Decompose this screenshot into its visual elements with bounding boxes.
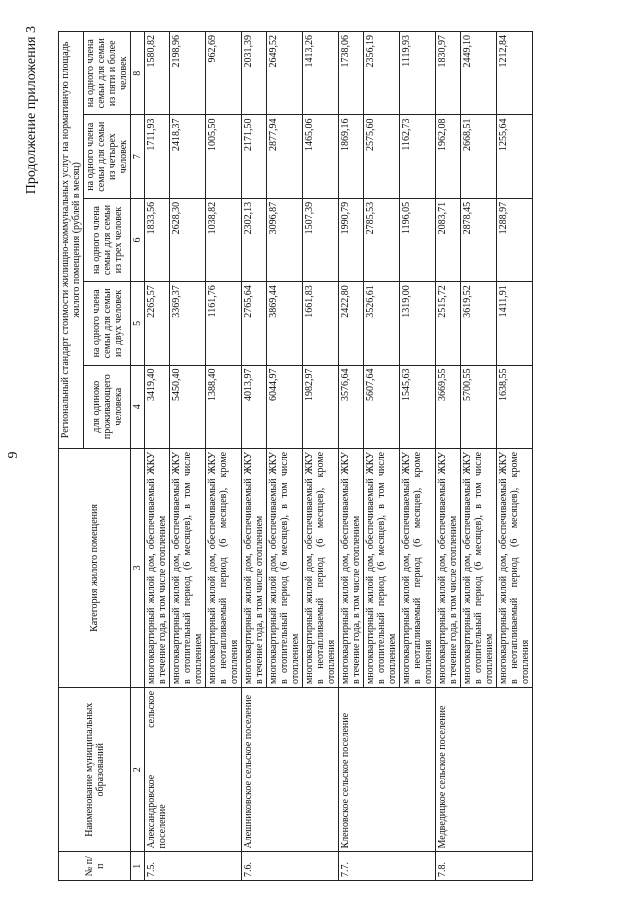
- header-col5: на одного члена семьи для семьи из двух человек: [84, 282, 131, 365]
- value-cell: 2171,50: [242, 115, 267, 198]
- value-cell: 2878,45: [461, 198, 497, 281]
- standards-table: [58, 31, 533, 881]
- category-cell: многоквартирный жилой дом, обеспечиваемый ЖКУ в течение года, в том числе отоплением: [242, 448, 267, 687]
- value-cell: 2628,30: [170, 198, 206, 281]
- value-cell: 1661,83: [303, 282, 339, 365]
- value-cell: 1038,82: [206, 198, 242, 281]
- value-cell: 1711,93: [145, 115, 170, 198]
- header-col7: на одного члена семьи для семьи из четырех человек: [84, 115, 131, 198]
- value-cell: 1738,06: [339, 32, 364, 116]
- value-cell: 1005,50: [206, 115, 242, 198]
- table-row: [339, 32, 364, 881]
- value-cell: 5700,55: [461, 365, 497, 448]
- value-cell: 2083,71: [436, 198, 461, 281]
- value-cell: 2785,53: [364, 198, 400, 281]
- municipality-name: Александровское сельское поселение: [145, 687, 242, 852]
- value-cell: 2418,37: [170, 115, 206, 198]
- value-cell: 5607,64: [364, 365, 400, 448]
- category-cell: многоквартирный жилой дом, обеспечиваемый ЖКУ в неотапливаемый период (6 месяцев), кроме отопления: [206, 448, 242, 687]
- value-cell: 1119,93: [400, 32, 436, 116]
- category-cell: многоквартирный жилой дом, обеспечиваемый ЖКУ в отопительный период (6 месяцев), в том числе отоплением: [461, 448, 497, 687]
- value-cell: 1288,97: [497, 198, 533, 281]
- value-cell: 1982,97: [303, 365, 339, 448]
- category-cell: многоквартирный жилой дом, обеспечиваемый ЖКУ в течение года, в том числе отоплением: [436, 448, 461, 687]
- municipality-name: Кленовское сельское поселение: [339, 687, 436, 852]
- category-cell: многоквартирный жилой дом, обеспечиваемый ЖКУ в отопительный период (6 месяцев), в том числе отоплением: [170, 448, 206, 687]
- category-cell: многоквартирный жилой дом, обеспечиваемый ЖКУ в неотапливаемый период (6 месяцев), кроме отопления: [497, 448, 533, 687]
- col-index: 8: [131, 32, 145, 116]
- value-cell: 1319,00: [400, 282, 436, 365]
- header-category: Категория жилого помещения: [59, 448, 131, 687]
- row-number: 7.6.: [242, 852, 339, 881]
- column-index-row: [131, 32, 145, 881]
- category-cell: многоквартирный жилой дом, обеспечиваемый ЖКУ в течение года, в том числе отоплением: [145, 448, 170, 687]
- value-cell: 3369,37: [170, 282, 206, 365]
- value-cell: 6044,97: [267, 365, 303, 448]
- row-number: 7.5.: [145, 852, 242, 881]
- header-standard-group: Региональный стандарт стоимости жилищно-коммунальных услуг на нормативную площадь жилого помещения (рублей в месяц): [59, 32, 84, 449]
- value-cell: 1212,84: [497, 32, 533, 116]
- value-cell: 1580,82: [145, 32, 170, 116]
- appendix-caption: Продолжение приложения 3: [24, 26, 39, 195]
- header-row-1: [59, 32, 84, 881]
- row-number: 7.8.: [436, 852, 533, 881]
- value-cell: 3526,61: [364, 282, 400, 365]
- category-cell: многоквартирный жилой дом, обеспечиваемый ЖКУ в течение года, в том числе отоплением: [339, 448, 364, 687]
- value-cell: 2031,39: [242, 32, 267, 116]
- value-cell: 2198,96: [170, 32, 206, 116]
- value-cell: 4013,97: [242, 365, 267, 448]
- header-col8: на одного члена семьи для семьи из пяти и более человек: [84, 32, 131, 116]
- value-cell: 3576,64: [339, 365, 364, 448]
- value-cell: 1161,76: [206, 282, 242, 365]
- page-number: 9: [6, 451, 21, 459]
- value-cell: 1255,64: [497, 115, 533, 198]
- value-cell: 3096,87: [267, 198, 303, 281]
- value-cell: 2877,94: [267, 115, 303, 198]
- value-cell: 2668,51: [461, 115, 497, 198]
- value-cell: 2515,72: [436, 282, 461, 365]
- value-cell: 1196,05: [400, 198, 436, 281]
- category-cell: многоквартирный жилой дом, обеспечиваемый ЖКУ в неотапливаемый период (6 месяцев), кроме отопления: [400, 448, 436, 687]
- value-cell: 2575,60: [364, 115, 400, 198]
- value-cell: 1833,56: [145, 198, 170, 281]
- category-cell: многоквартирный жилой дом, обеспечиваемый ЖКУ в неотапливаемый период (6 месяцев), кроме отопления: [303, 448, 339, 687]
- value-cell: 1465,06: [303, 115, 339, 198]
- col-index: 1: [131, 852, 145, 881]
- value-cell: 1507,39: [303, 198, 339, 281]
- value-cell: 2649,52: [267, 32, 303, 116]
- value-cell: 1990,79: [339, 198, 364, 281]
- table-body: [145, 32, 533, 881]
- value-cell: 3869,44: [267, 282, 303, 365]
- table-row: [436, 32, 461, 881]
- table-row: [242, 32, 267, 881]
- value-cell: 1869,16: [339, 115, 364, 198]
- value-cell: 1413,26: [303, 32, 339, 116]
- value-cell: 2265,57: [145, 282, 170, 365]
- value-cell: 1388,40: [206, 365, 242, 448]
- col-index: 7: [131, 115, 145, 198]
- category-cell: многоквартирный жилой дом, обеспечиваемый ЖКУ в отопительный период (6 месяцев), в том числе отоплением: [364, 448, 400, 687]
- value-cell: 2422,80: [339, 282, 364, 365]
- value-cell: 3669,55: [436, 365, 461, 448]
- row-number: 7.7.: [339, 852, 436, 881]
- value-cell: 3619,52: [461, 282, 497, 365]
- value-cell: 1162,73: [400, 115, 436, 198]
- value-cell: 1962,08: [436, 115, 461, 198]
- value-cell: 2356,19: [364, 32, 400, 116]
- value-cell: 5450,40: [170, 365, 206, 448]
- value-cell: 3419,40: [145, 365, 170, 448]
- col-index: 2: [131, 687, 145, 852]
- value-cell: 1545,63: [400, 365, 436, 448]
- header-name: Наименование муниципальных образований: [59, 687, 131, 852]
- value-cell: 1830,97: [436, 32, 461, 116]
- col-index: 5: [131, 282, 145, 365]
- value-cell: 1638,55: [497, 365, 533, 448]
- value-cell: 1411,91: [497, 282, 533, 365]
- col-index: 3: [131, 448, 145, 687]
- value-cell: 2449,10: [461, 32, 497, 116]
- value-cell: 962,69: [206, 32, 242, 116]
- table-row: [145, 32, 170, 881]
- municipality-name: Медведицкое сельское поселение: [436, 687, 533, 852]
- header-num: № п/п: [59, 852, 131, 881]
- col-index: 4: [131, 365, 145, 448]
- header-col4: для одиноко проживающего человека: [84, 365, 131, 448]
- municipality-name: Алешниковское сельское поселение: [242, 687, 339, 852]
- category-cell: многоквартирный жилой дом, обеспечиваемый ЖКУ в отопительный период (6 месяцев), в том числе отоплением: [267, 448, 303, 687]
- header-col6: на одного члена семьи для семьи из трех человек: [84, 198, 131, 281]
- col-index: 6: [131, 198, 145, 281]
- value-cell: 2302,13: [242, 198, 267, 281]
- value-cell: 2765,64: [242, 282, 267, 365]
